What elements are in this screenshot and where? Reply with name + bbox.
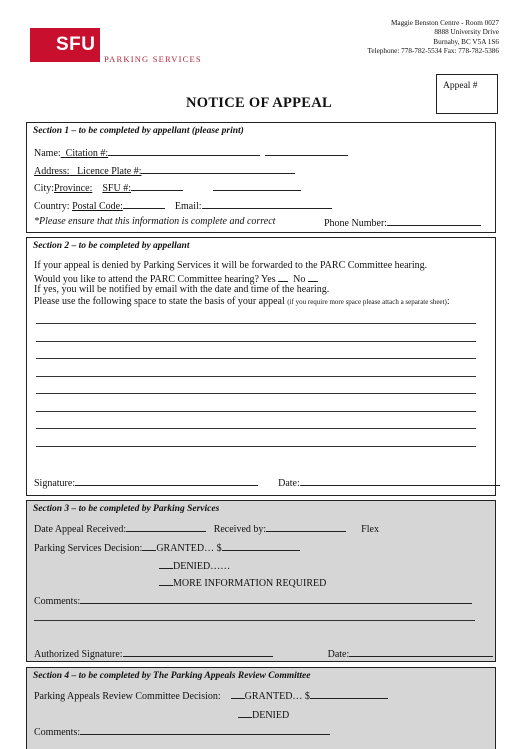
appeal-writing-line[interactable]: [36, 341, 476, 342]
ps-comments-line[interactable]: [34, 620, 475, 621]
ps-comments-label: Comments:: [34, 596, 81, 607]
logo-subtitle: PARKING SERVICES: [104, 54, 202, 64]
section-3-heading: Section 3 – to be completed by Parking Services: [33, 504, 220, 514]
address-licence-row: [34, 164, 295, 177]
basis-instruction-text: Please use the following space to state the basis of your appeal: [34, 296, 285, 307]
basis-instruction-row: [34, 296, 450, 307]
more-info-label: MORE INFORMATION REQUIRED: [173, 578, 327, 589]
name-citation-field[interactable]: [108, 146, 260, 156]
appeal-writing-line[interactable]: [36, 393, 476, 394]
auth-date-field[interactable]: [349, 647, 493, 657]
province-field[interactable]: [213, 181, 237, 191]
sfu-number-label: SFU #:: [102, 183, 131, 194]
date-field[interactable]: [300, 476, 500, 486]
page-title: NOTICE OF APPEAL: [185, 95, 333, 111]
citation-label: Citation #:: [65, 148, 109, 159]
appeal-writing-line[interactable]: [36, 358, 476, 359]
granted-amount-field[interactable]: [222, 541, 300, 551]
date-label: Date:: [278, 478, 300, 489]
country-label: Country:: [34, 201, 70, 212]
address-line: Maggie Benston Centre - Room 0027: [391, 19, 499, 27]
appeal-writing-line[interactable]: [36, 428, 476, 429]
forward-info-text: If your appeal is denied by Parking Services it will be forwarded to the PARC Committee hearing.: [34, 260, 428, 271]
parc-denied-check-field[interactable]: [238, 708, 252, 718]
parc-comments-label: Comments:: [34, 727, 81, 738]
auth-signature-field[interactable]: [123, 647, 273, 657]
postal-code-label: Postal Code:: [72, 201, 123, 212]
received-by-field[interactable]: [266, 522, 346, 532]
section-4: [26, 667, 496, 749]
ps-comments-field[interactable]: [80, 594, 472, 604]
name-citation-field-2[interactable]: [265, 146, 348, 156]
parc-denied-label: DENIED: [252, 710, 290, 721]
country-postal-row: [34, 199, 332, 212]
sfu-number-field[interactable]: [237, 181, 301, 191]
more-info-check-field[interactable]: [159, 576, 173, 586]
ps-comments-row: [34, 594, 472, 607]
section-3: [26, 500, 496, 662]
appeal-writing-line[interactable]: [36, 376, 476, 377]
parc-comments-field[interactable]: [80, 725, 330, 735]
granted-label: GRANTED… $: [156, 543, 222, 554]
province-label: Province:: [54, 183, 93, 194]
attend-question-text: Would you like to attend the PARC Committee hearing? Yes: [34, 274, 276, 285]
date-received-field[interactable]: [126, 522, 206, 532]
section-1-heading: Section 1 – to be completed by appellant (please print): [33, 126, 244, 136]
section-1: [26, 122, 496, 233]
address-licence-field[interactable]: [141, 164, 213, 174]
appeal-writing-line[interactable]: [36, 446, 476, 447]
email-label: Email:: [174, 201, 202, 212]
denied-row: [159, 559, 230, 572]
signature-row: [34, 476, 500, 489]
date-received-row: [34, 522, 379, 535]
country-postal-field[interactable]: [123, 199, 165, 209]
city-province-row: [34, 181, 301, 194]
parc-decision-label: Parking Appeals Review Committee Decision:: [34, 691, 221, 702]
city-label: City:: [34, 183, 55, 194]
phone-row: [324, 216, 481, 229]
received-by-label: Received by:: [213, 524, 267, 535]
attach-sheet-note: (if you require more space please attach a separate sheet): [287, 298, 447, 306]
signature-label: Signature:: [34, 478, 76, 489]
auth-signature-row: [34, 647, 493, 660]
auth-date-label: Date:: [327, 649, 350, 660]
name-label: Name:: [34, 148, 61, 159]
appeal-writing-line[interactable]: [36, 323, 476, 324]
denied-check-field[interactable]: [159, 559, 173, 569]
flex-label: Flex: [361, 524, 379, 535]
auth-signature-label: Authorized Signature:: [34, 649, 123, 660]
signature-field[interactable]: [75, 476, 258, 486]
date-received-label: Date Appeal Received:: [34, 524, 127, 535]
attend-no-label: No: [293, 274, 306, 285]
more-info-row: [159, 576, 326, 589]
city-field[interactable]: [131, 181, 183, 191]
basis-instruction-colon: :: [446, 296, 450, 307]
section-2: [26, 237, 496, 496]
parc-granted-label: GRANTED… $: [244, 691, 310, 702]
address-line: 8888 University Drive: [434, 28, 499, 37]
attend-no-field[interactable]: [308, 272, 318, 282]
section-4-heading: Section 4 – to be completed by The Parking Appeals Review Committee: [33, 671, 311, 681]
ps-decision-row: [34, 541, 300, 554]
parc-comments-row: [34, 725, 330, 738]
office-address: [368, 19, 499, 57]
attend-yes-field[interactable]: [278, 272, 288, 282]
email-field[interactable]: [202, 199, 332, 209]
parc-denied-row: [238, 708, 289, 721]
address-licence-field-2[interactable]: [213, 164, 295, 174]
denied-label: DENIED……: [173, 561, 231, 572]
address-line: Burnaby, BC V5A 1S6: [433, 37, 499, 46]
parc-decision-row: [34, 689, 388, 702]
address-line: Telephone: 778-782-5534 Fax: 778-782-5386: [367, 47, 499, 56]
completeness-note: *Please ensure that this information is complete and correct: [34, 216, 276, 227]
parc-granted-amount-field[interactable]: [310, 689, 388, 699]
phone-label: Phone Number:: [324, 218, 388, 229]
logo-mark: SFU: [30, 28, 100, 62]
ps-decision-label: Parking Services Decision:: [34, 543, 143, 554]
section-2-heading: Section 2 – to be completed by appellant: [33, 241, 190, 251]
notify-info-text: If yes, you will be notified by email with the date and time of the hearing.: [34, 284, 330, 295]
parc-granted-check-field[interactable]: [231, 689, 245, 699]
appeal-number-label: Appeal #: [443, 81, 478, 91]
address-label: Address:: [34, 166, 70, 177]
phone-field[interactable]: [387, 216, 481, 226]
name-citation-row: [34, 146, 348, 159]
licence-label: Licence Plate #:: [77, 166, 142, 177]
granted-check-field[interactable]: [142, 541, 156, 551]
appeal-writing-line[interactable]: [36, 411, 476, 412]
